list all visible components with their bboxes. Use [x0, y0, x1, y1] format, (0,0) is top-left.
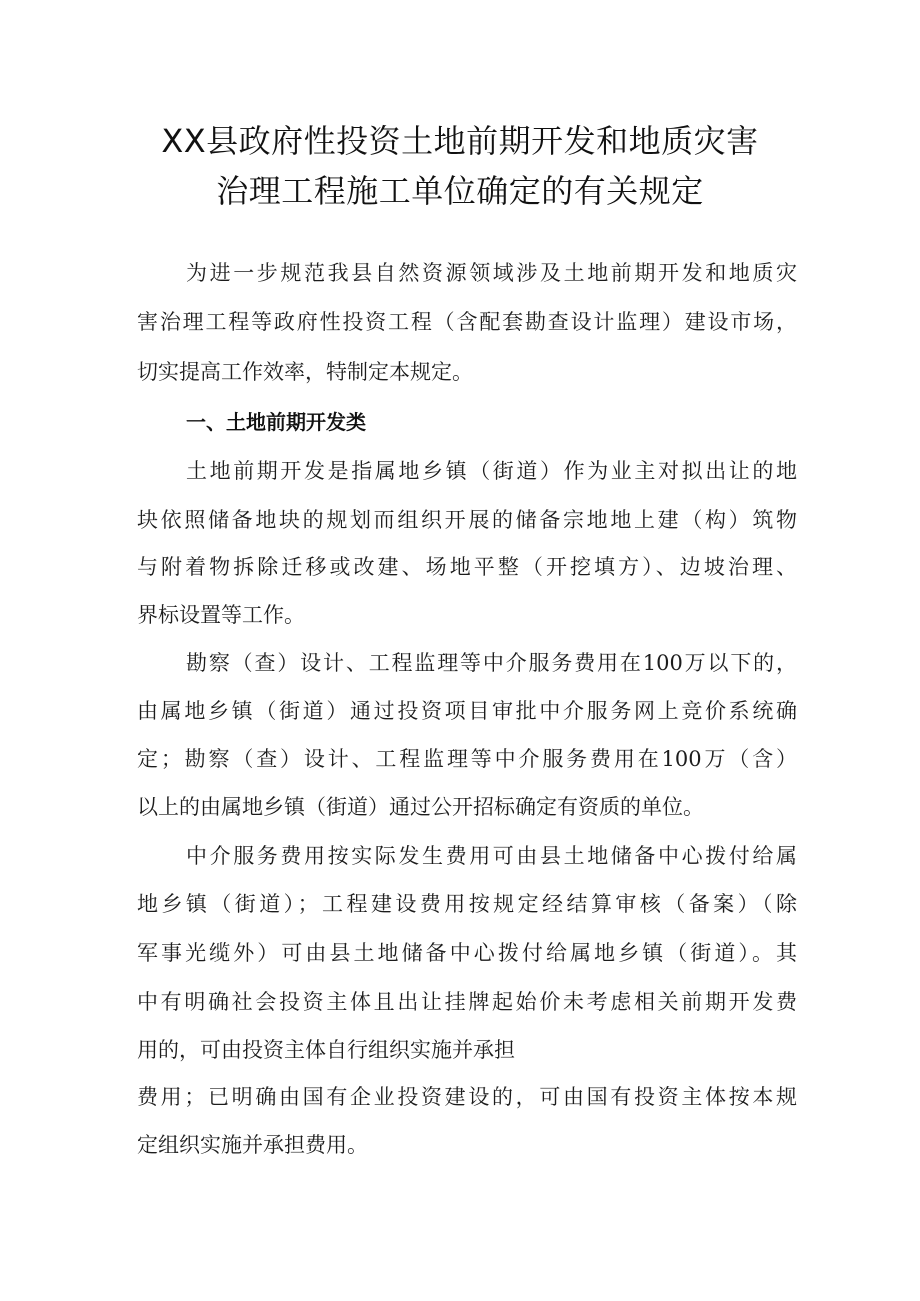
- paragraph-1-line-4: 界标设置等工作。: [137, 603, 305, 627]
- paragraph-3-line-7: 定组织实施并承担费用。: [137, 1133, 368, 1157]
- intro-line-3: 切实提高工作效率，特制定本规定。: [137, 360, 473, 384]
- paragraph-3-line-3: 军事光缆外）可由县土地储备中心拨付给属地乡镇（街道）。其: [137, 941, 797, 965]
- paragraph-3-line-2: 地乡镇（街道）；工程建设费用按规定经结算审核（备案）（除: [137, 892, 797, 916]
- paragraph-2-line-3: 定；勘察（查）设计、工程监理等中介服务费用在100万（含）: [137, 747, 797, 771]
- paragraph-3-line-1: 中介服务费用按实际发生费用可由县土地储备中心拨付给属: [186, 844, 797, 868]
- paragraph-2-line-1: 勘察（查）设计、工程监理等中介服务费用在100万以下的，: [186, 651, 797, 675]
- intro-line-2: 害治理工程等政府性投资工程（含配套勘查设计监理）建设市场，: [137, 310, 797, 334]
- paragraph-1-line-2: 块依照储备地块的规划而组织开展的储备宗地地上建（构）筑物: [137, 508, 797, 532]
- document-title-line-1: XX县政府性投资土地前期开发和地质灾害: [161, 122, 759, 160]
- paragraph-3-line-5: 用的，可由投资主体自行组织实施并承担: [137, 1038, 515, 1062]
- paragraph-3-line-4: 中有明确社会投资主体且出让挂牌起始价未考虑相关前期开发费: [137, 990, 797, 1014]
- section-heading: 一、土地前期开发类: [186, 410, 366, 434]
- intro-line-1: 为进一步规范我县自然资源领域涉及土地前期开发和地质灾: [186, 261, 797, 285]
- paragraph-3-line-6: 费用；已明确由国有企业投资建设的，可由国有投资主体按本规: [137, 1085, 797, 1109]
- paragraph-1-line-3: 与附着物拆除迁移或改建、场地平整（开挖填方）、边坡治理、: [137, 555, 797, 579]
- document-title-line-2: 治理工程施工单位确定的有关规定: [216, 172, 704, 210]
- paragraph-2-line-2: 由属地乡镇（街道）通过投资项目审批中介服务网上竞价系统确: [137, 699, 797, 723]
- paragraph-2-line-4: 以上的由属地乡镇（街道）通过公开招标确定有资质的单位。: [137, 795, 704, 819]
- paragraph-1-line-1: 土地前期开发是指属地乡镇（街道）作为业主对拟出让的地: [186, 459, 797, 483]
